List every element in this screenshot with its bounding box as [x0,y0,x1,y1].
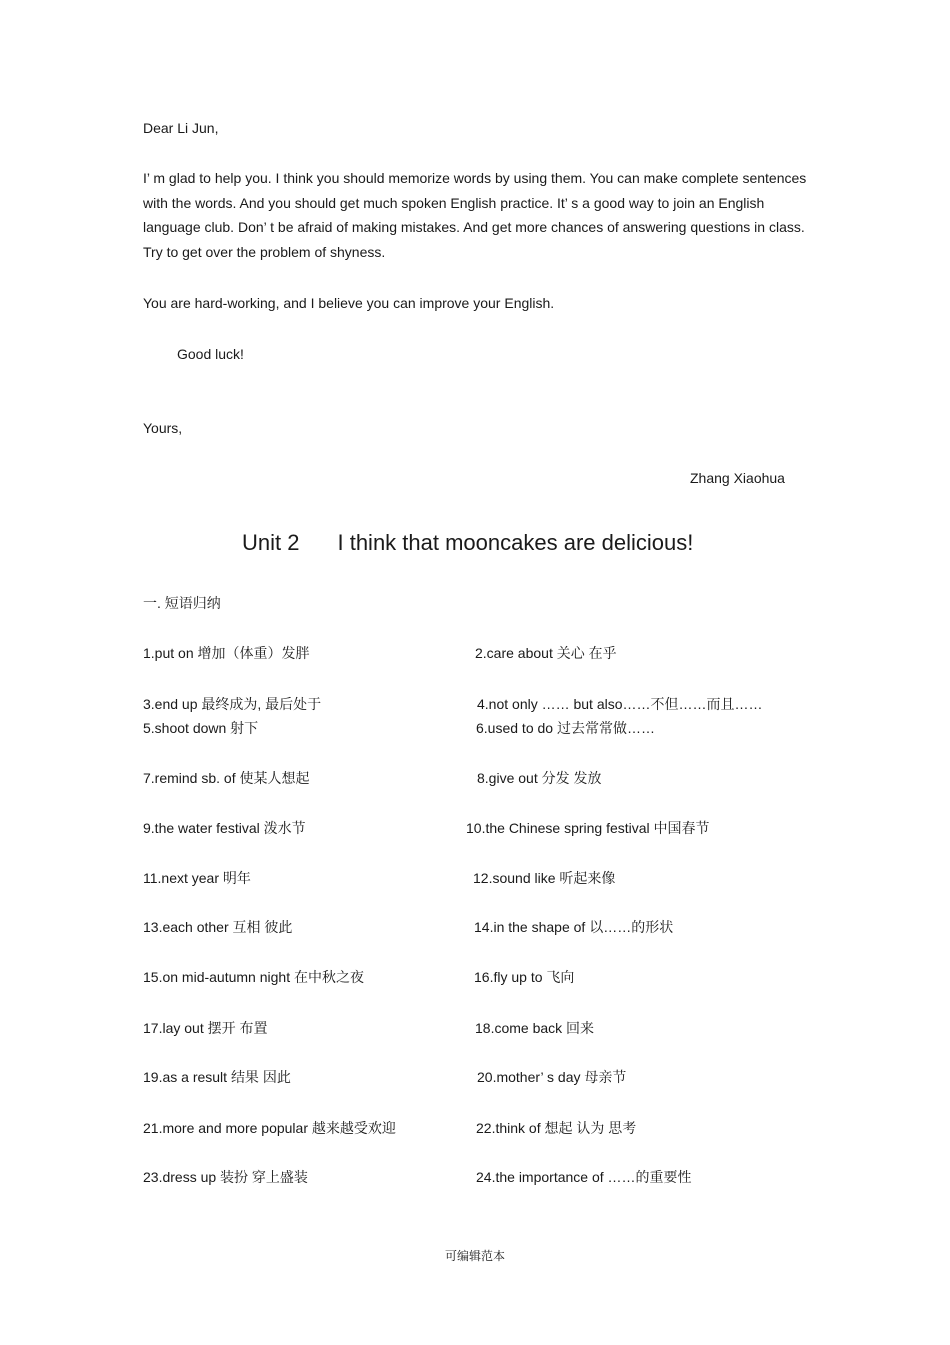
section-heading: 一. 短语归纳 [143,595,221,611]
phrase-item: 12.sound like 听起来像 [473,870,616,886]
phrase-item: 22.think of 想起 认为 思考 [476,1120,637,1136]
letter-good-luck: Good luck! [177,346,244,362]
phrase-item: 5.shoot down 射下 [143,720,259,736]
page-footer: 可编辑范本 [444,1249,505,1263]
letter-signature: Zhang Xiaohua [690,470,785,486]
phrase-item: 24.the importance of ……的重要性 [476,1169,692,1185]
letter-encouragement: You are hard-working, and I believe you can improve your English. [143,295,555,311]
phrase-item: 1.put on 增加（体重）发胖 [143,645,310,661]
phrase-item: 15.on mid-autumn night 在中秋之夜 [143,969,364,985]
phrase-item: 8.give out 分发 发放 [477,770,602,786]
letter-closing: Yours, [143,420,183,436]
letter-body: I’ m glad to help you. I think you should memorize words by using them. You can make complete sentences with the words. And you should get much spoken English practice. It’ s a good way to join an English language club. Don’ t be afraid of making mistakes. And get more chances of answering questions in class. Try to get over the problem of shyness. [143,170,807,261]
unit-title-text: I think that mooncakes are delicious! [337,530,694,555]
phrase-item: 6.used to do 过去常常做…… [476,720,655,736]
phrase-item: 13.each other 互相 彼此 [143,919,293,935]
unit-title [242,532,693,554]
phrase-item: 11.next year 明年 [143,870,251,886]
phrase-item: 17.lay out 摆开 布置 [143,1020,268,1036]
phrase-item: 7.remind sb. of 使某人想起 [143,770,310,786]
phrase-item: 16.fly up to 飞向 [474,969,575,985]
phrase-item: 9.the water festival 泼水节 [143,820,306,836]
phrase-item: 3.end up 最终成为, 最后处于 [143,696,322,712]
phrase-item: 10.the Chinese spring festival 中国春节 [466,820,710,836]
phrase-item: 20.mother’ s day 母亲节 [477,1069,627,1085]
phrase-item: 21.more and more popular 越来越受欢迎 [143,1120,396,1136]
letter-salutation: Dear Li Jun, [143,120,219,136]
phrase-item: 4.not only …… but also……不但……而且…… [477,696,763,712]
unit-number: Unit 2 [242,530,300,555]
phrase-item: 23.dress up 装扮 穿上盛装 [143,1169,308,1185]
phrase-item: 14.in the shape of 以……的形状 [474,919,674,935]
phrase-item: 18.come back 回来 [475,1020,595,1036]
phrase-item: 19.as a result 结果 因此 [143,1069,291,1085]
phrase-item: 2.care about 关心 在乎 [475,645,617,661]
